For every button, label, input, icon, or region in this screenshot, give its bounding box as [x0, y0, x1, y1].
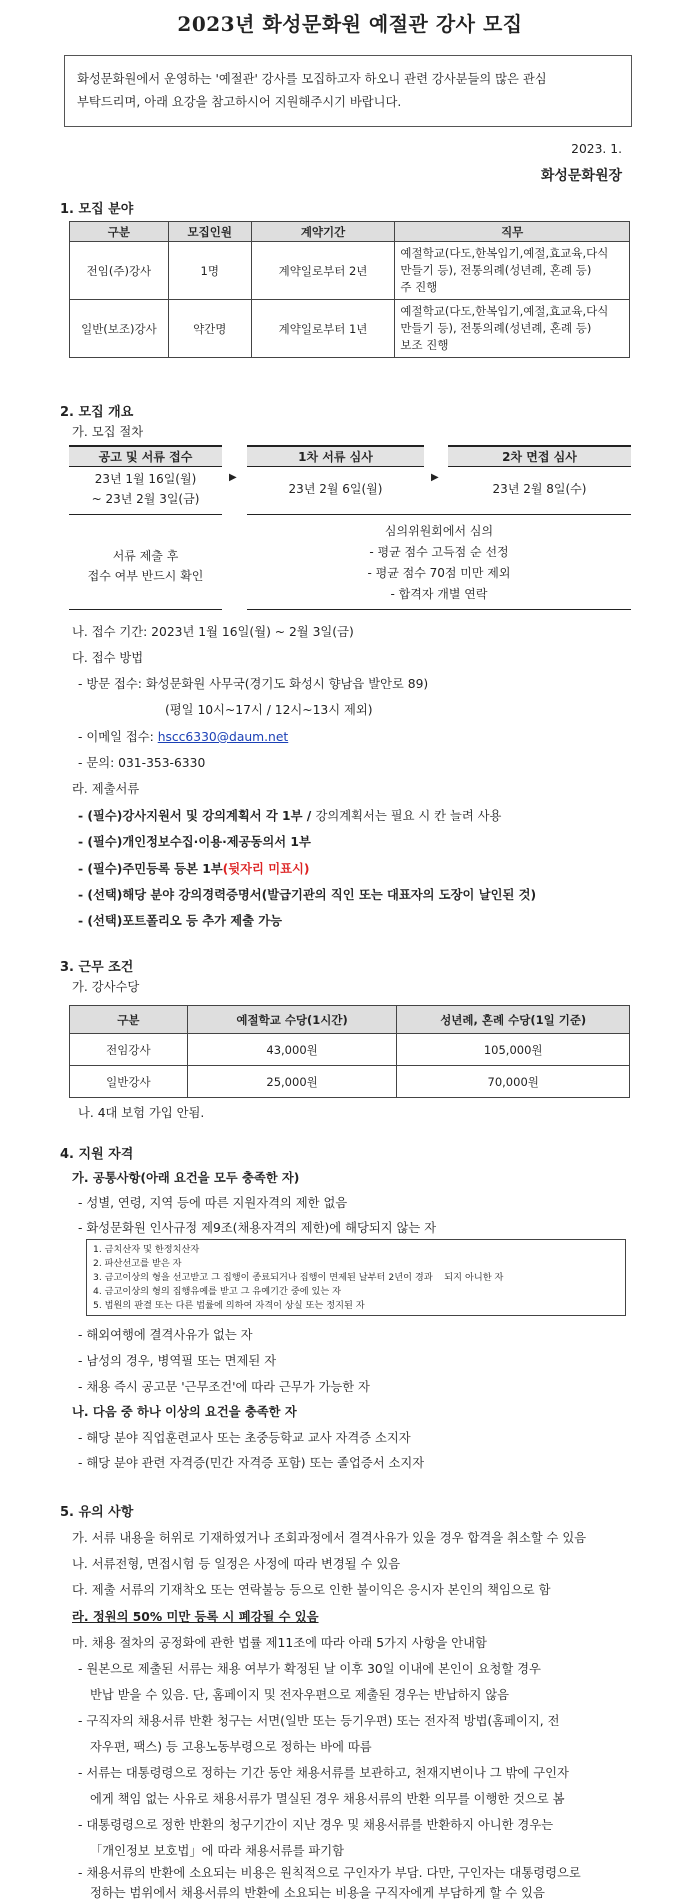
requirement-item: - 성별, 연령, 지역 등에 따른 지원자격의 제한 없음	[78, 1196, 348, 1210]
step-label: 공고 및 서류 접수	[69, 445, 222, 467]
requirement-item: - 해외여행에 결격사유가 없는 자	[78, 1328, 253, 1342]
step-date: 23년 2월 6일(월)	[288, 482, 383, 496]
law-line: 3. 금고이상의 형을 선고받고 그 집행이 종료되거나 집행이 면제된 날부터 2년이 경과 되지 아니한 자	[93, 1272, 504, 1283]
header-cell: 예절학교 수당(1시간)	[187, 1006, 397, 1034]
notice-item: 라. 정원의 50% 미만 등록 시 폐강될 수 있음	[72, 1610, 319, 1624]
application-period: 나. 접수 기간: 2023년 1월 16일(월) ~ 2월 3일(금)	[72, 625, 354, 639]
cell-duty	[395, 242, 630, 300]
documents-heading: 라. 제출서류	[72, 782, 140, 796]
duty-line: 보조 진행	[400, 338, 449, 352]
header-cell: 성년례, 혼례 수당(1일 기준)	[397, 1006, 630, 1034]
arrow-right-icon: ▶	[431, 472, 439, 483]
table-row	[70, 300, 630, 358]
insurance-note: 나. 4대 보험 가입 안됨.	[78, 1106, 205, 1120]
step-divider	[69, 609, 222, 610]
doc-item-4: - (선택)해당 분야 강의경력증명서(발급기관의 직인 또는 대표자의 도장이 날인된 것)	[78, 888, 537, 902]
office-hours: (평일 10시~17시 / 12시~13시 제외)	[165, 703, 373, 717]
law-line: 5. 법원의 판결 또는 다른 법률에 의하여 자격이 상실 또는 정지된 자	[93, 1300, 365, 1311]
table-cell: 105,000원	[397, 1034, 630, 1066]
notice-subitem: - 서류는 대통령령으로 정하는 기간 동안 채용서류를 보관하고, 천재지변이나 그 밖에 구인자	[78, 1766, 569, 1780]
duty-line: 예절학교(다도,한복입기,예절,효교육,다식	[400, 246, 609, 260]
signer: 화성문화원장	[540, 168, 622, 184]
header-cell: 구분	[70, 1006, 188, 1034]
notice-subitem: - 구직자의 채용서류 반환 청구는 서면(일반 또는 등기우편) 또는 전자적 방법(홈페이지, 전	[78, 1714, 560, 1728]
intro-box	[64, 55, 632, 127]
step-3	[448, 445, 631, 499]
intro-line-2: 부탁드리며, 아래 요강을 참고하시어 지원해주시기 바랍니다.	[77, 95, 402, 109]
header-cell: 계약기간	[251, 222, 395, 242]
visit-application: - 방문 접수: 화성문화원 사무국(경기도 화성시 향남읍 발안로 89)	[78, 677, 429, 691]
notice-item: 마. 채용 절차의 공정화에 관한 법률 제11조에 따라 아래 5가지 사항을 안내함	[72, 1636, 487, 1650]
step-1	[69, 445, 222, 509]
table-row	[70, 242, 630, 300]
step-date: 23년 2월 8일(수)	[492, 482, 587, 496]
law-line: 4. 금고이상의 형의 집행유예를 받고 그 유예기간 중에 있는 자	[93, 1286, 342, 1297]
duty-line: 주 진행	[400, 280, 438, 294]
requirement-item: - 남성의 경우, 병역필 또는 면제된 자	[78, 1354, 277, 1368]
cell-type: 전임(주)강사	[70, 242, 169, 300]
table-cell: 일반강사	[70, 1066, 188, 1098]
table-row	[70, 1066, 630, 1098]
doc-item-5: - (선택)포트폴리오 등 추가 제출 가능	[78, 914, 283, 928]
allowance-table	[69, 1005, 630, 1098]
header-cell: 모집인원	[168, 222, 251, 242]
notice-subitem: 에게 책임 없는 사유로 채용서류가 멸실된 경우 채용서류의 반환 의무를 이행한 것으로 봄	[90, 1792, 565, 1806]
arrow-right-icon: ▶	[229, 472, 237, 483]
notice-subitem: - 채용서류의 반환에 소요되는 비용은 원칙적으로 구인자가 부담. 다만, 구인자는 대통령령으로	[78, 1866, 581, 1880]
notice-date: 2023. 1.	[571, 142, 622, 156]
requirement-item: - 화성문화원 인사규정 제9조(채용자격의 제한)에 해당되지 않는 자	[78, 1221, 437, 1235]
contact-phone: - 문의: 031-353-6330	[78, 756, 206, 770]
section-2-heading: 2. 모집 개요	[60, 405, 134, 420]
duty-line: 만들기 등), 전통의례(성년례, 혼례 등)	[400, 263, 592, 277]
step-label: 2차 면접 심사	[448, 445, 631, 467]
table-header-row	[70, 222, 630, 242]
note-line: - 평균 점수 고득점 순 선정	[369, 545, 509, 559]
notice-item: 나. 서류전형, 면접시험 등 일정은 사정에 따라 변경될 수 있음	[72, 1557, 401, 1571]
disqualification-box	[86, 1239, 626, 1316]
notice-subitem: 자우편, 팩스) 등 고용노동부령으로 정하는 바에 따름	[90, 1740, 372, 1754]
table-cell: 43,000원	[187, 1034, 397, 1066]
table-row	[70, 1034, 630, 1066]
cell-count: 1명	[168, 242, 251, 300]
page-title: 2023년 화성문화원 예절관 강사 모집	[177, 12, 523, 36]
note-line: 심의위원회에서 심의	[384, 524, 494, 538]
law-line: 2. 파산선고를 받은 자	[93, 1258, 182, 1269]
requirement-item: - 해당 분야 직업훈련교사 또는 초중등학교 교사 자격증 소지자	[78, 1431, 411, 1445]
table-cell: 25,000원	[187, 1066, 397, 1098]
review-note	[247, 521, 631, 605]
section-4-heading: 4. 지원 자격	[60, 1147, 134, 1162]
notice-subitem: 「개인정보 보호법」에 따라 채용서류를 파기함	[90, 1844, 345, 1858]
step-divider	[69, 514, 222, 515]
section-3-heading: 3. 근무 조건	[60, 960, 134, 975]
intro-line-1: 화성문화원에서 운영하는 '예절관' 강사를 모집하고자 하오니 관련 강사분들의 많은 관심	[77, 72, 547, 86]
cell-duty	[395, 300, 630, 358]
step-1-note	[69, 546, 222, 586]
email-application	[78, 727, 288, 745]
duty-line: 예절학교(다도,한복입기,예절,효교육,다식	[400, 304, 609, 318]
procedure-heading: 가. 모집 절차	[72, 425, 144, 439]
doc-text: - (필수)주민등록 등본 1부	[78, 862, 223, 876]
email-label: - 이메일 접수:	[78, 730, 158, 744]
recruitment-table	[69, 221, 630, 358]
cell-period: 계약일로부터 2년	[251, 242, 395, 300]
notice-item: 가. 서류 내용을 허위로 기재하였거나 조회과정에서 결격사유가 있을 경우 합격을 취소할 수 있음	[72, 1531, 587, 1545]
doc-item-3	[78, 859, 309, 877]
step-date-line: ~ 23년 2월 3일(금)	[91, 492, 200, 506]
doc-item-2: - (필수)개인정보수집·이용·제공동의서 1부	[78, 835, 311, 849]
cell-period: 계약일로부터 1년	[251, 300, 395, 358]
common-requirements-heading: 가. 공통사항(아래 요건을 모두 충족한 자)	[72, 1171, 300, 1185]
allowance-heading: 가. 강사수당	[72, 980, 140, 994]
section-1-heading: 1. 모집 분야	[60, 202, 134, 217]
table-header-row	[70, 1006, 630, 1034]
note-line: 접수 여부 반드시 확인	[87, 569, 204, 583]
notice-subitem: - 대통령령으로 정한 반환의 청구기간이 지난 경우 및 채용서류를 반환하지 아니한 경우는	[78, 1818, 554, 1832]
table-cell: 70,000원	[397, 1066, 630, 1098]
requirement-item: - 채용 즉시 공고문 '근무조건'에 따라 근무가 가능한 자	[78, 1380, 370, 1394]
duty-line: 만들기 등), 전통의례(성년례, 혼례 등)	[400, 321, 592, 335]
doc-text: - (필수)강사지원서 및 강의계획서 각 1부 /	[78, 809, 316, 823]
header-cell: 직무	[395, 222, 630, 242]
step-date-line: 23년 1월 16일(월)	[94, 472, 197, 486]
doc-warning: (뒷자리 미표시)	[222, 862, 310, 876]
step-2	[247, 445, 424, 499]
cell-count: 약간명	[168, 300, 251, 358]
step-divider	[247, 609, 631, 610]
header-cell: 구분	[70, 222, 169, 242]
step-date	[69, 469, 222, 509]
section-5-heading: 5. 유의 사항	[60, 1505, 134, 1520]
notice-subitem: 반납 받을 수 있음. 단, 홈페이지 및 전자우편으로 제출된 경우는 반납하지 않음	[90, 1688, 510, 1702]
note-line: - 평균 점수 70점 미만 제외	[367, 566, 511, 580]
email-link[interactable]: hscc6330@daum.net	[157, 730, 289, 744]
note-line: 서류 제출 후	[112, 549, 179, 563]
doc-item-1	[78, 806, 501, 824]
notice-subitem: 정하는 범위에서 채용서류의 반환에 소요되는 비용을 구직자에게 부담하게 할 수 있음	[90, 1886, 545, 1900]
notice-item: 다. 제출 서류의 기재착오 또는 연락불능 등으로 인한 불이익은 응시자 본인의 책임으로 함	[72, 1583, 551, 1597]
requirement-item: - 해당 분야 관련 자격증(민간 자격증 포함) 또는 졸업증서 소지자	[78, 1456, 425, 1470]
additional-requirements-heading: 나. 다음 중 하나 이상의 요건을 충족한 자	[72, 1405, 297, 1419]
step-divider	[247, 514, 631, 515]
notice-subitem: - 원본으로 제출된 서류는 채용 여부가 확정된 날 이후 30일 이내에 본인이 요청할 경우	[78, 1662, 541, 1676]
table-cell: 전임강사	[70, 1034, 188, 1066]
note-line: - 합격자 개별 연락	[390, 587, 488, 601]
law-line: 1. 금치산자 및 한정치산자	[93, 1244, 200, 1255]
doc-note: 강의계획서는 필요 시 칸 늘려 사용	[315, 809, 502, 823]
application-method-heading: 다. 접수 방법	[72, 651, 144, 665]
cell-type: 일반(보조)강사	[70, 300, 169, 358]
step-label: 1차 서류 심사	[247, 445, 424, 467]
